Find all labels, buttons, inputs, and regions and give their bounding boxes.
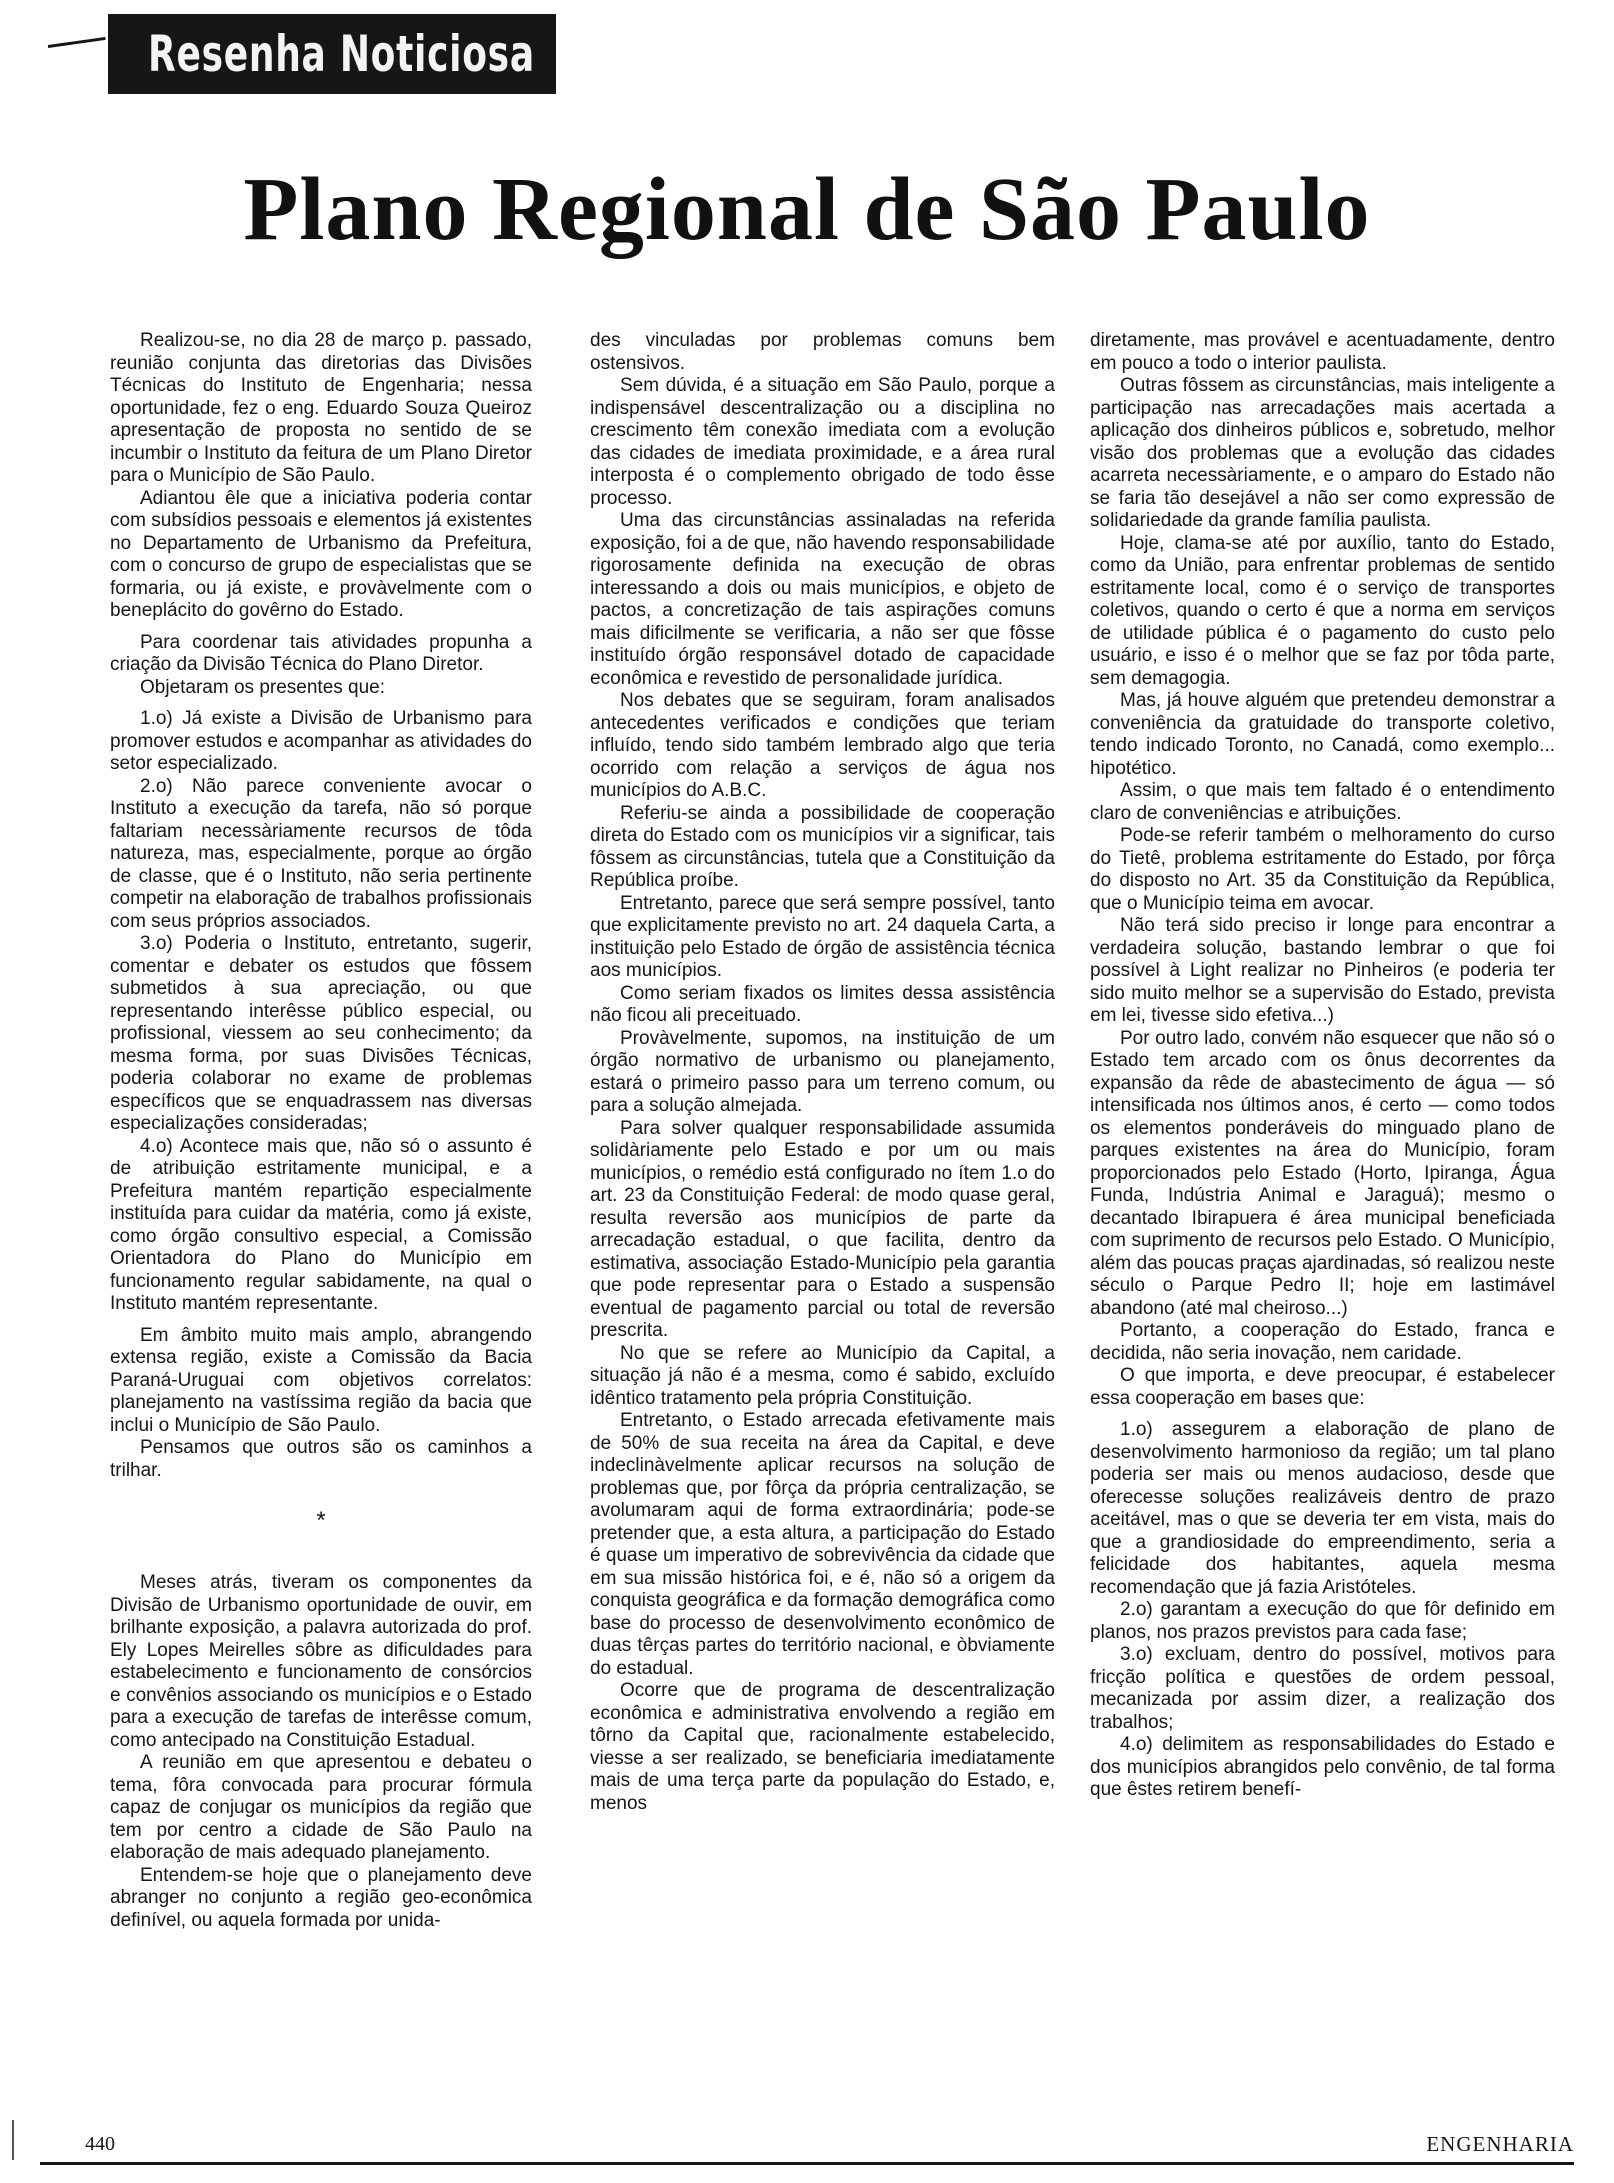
paragraph: A reunião em que apresentou e debateu o tema, fôra convocada para procurar fórmula capaz de conjugar os municípios da região que tem por centro a cidade de São Paulo na elaboração de mais adequado planejamento. <box>110 1752 532 1863</box>
paragraph: Para coordenar tais atividades propunha a criação da Divisão Técnica do Plano Diretor. <box>110 631 532 675</box>
paragraph: Sem dúvida, é a situação em São Paulo, porque a indispensável descentralização ou a disciplina no crescimento têm conexão imediata com a evolução das cidades de imediata proximidade, e a área rural interposta é o complemento obrigado de todo êsse processo. <box>590 375 1055 509</box>
paragraph: Como seriam fixados os limites dessa assistência não ficou ali preceituado. <box>590 982 1055 1026</box>
paragraph: 4.o) delimitem as responsabilidades do Estado e dos municípios abrangidos pelo convênio, de tal forma que êstes retirem benefí- <box>1090 1734 1555 1800</box>
section-label: Resenha Noticiosa <box>148 25 535 83</box>
paragraph: O que importa, e deve preocupar, é estabelecer essa cooperação em bases que: <box>1090 1365 1555 1409</box>
paragraph: Objetaram os presentes que: <box>140 676 386 698</box>
magazine-name: ENGENHARIA <box>1426 2132 1574 2156</box>
paragraph: 4.o) Acontece mais que, não só o assunto é de atribuição estritamente municipal, e a Prefeitura mantém repartição especialmente instituída para cuidar da matéria, como já existe, como órgão consultivo especial, a Comissão Orientadora do Plano do Município em funcionamento regular sabidamente, na qual o Instituto mantém representante. <box>110 1135 532 1314</box>
paragraph: Não terá sido preciso ir longe para encontrar a verdadeira solução, bastando lembrar o que foi possível à Light realizar no Pinheiros (e poderia ter sido muito melhor se a supervisão do Estado, prevista em lei, tivesse sido efetiva...) <box>1090 915 1555 1026</box>
paragraph: Hoje, clama-se até por auxílio, tanto do Estado, como da União, para enfrentar problemas de sentido estritamente local, como é o serviço de transportes coletivos, quando o certo é que a norma em serviços de utilidade pública é o pagamento do custo pelo usuário, e isso é o melhor que se faz por tôda parte, sem demagogia. <box>1090 532 1555 689</box>
paragraph: Referiu-se ainda a possibilidade de cooperação direta do Estado com os municípios vir a significar, tais fôssem as circunstâncias, tutela que a Constituição da República proíbe. <box>590 802 1055 891</box>
paragraph: Entretanto, parece que será sempre possível, tanto que explicitamente previsto no art. 24 daquela Carta, a instituição pelo Estado de órgão de assistência técnica aos municípios. <box>590 892 1055 981</box>
footer-rule <box>40 2162 1574 2165</box>
paragraph: Pode-se referir também o melhoramento do curso do Tietê, problema estritamente do Estado, por fôrça do disposto no Art. 35 da Constituição da República, que o Município teima em avocar. <box>1090 825 1555 914</box>
paragraph: No que se refere ao Município da Capital, a situação já não é a mesma, como é sabido, excluído idêntico tratamento pela própria Constituição. <box>590 1342 1055 1409</box>
header-dash <box>48 37 106 48</box>
paragraph: 3.o) excluam, dentro do possível, motivos para fricção política e questões de ordem pessoal, mecanizada por assim dizer, a realização dos trabalhos; <box>1090 1644 1555 1733</box>
paragraph: Em âmbito muito mais amplo, abrangendo extensa região, existe a Comissão da Bacia Paraná-Uruguai com objetivos correlatos: planejamento na vastíssima região da bacia que inclui o Município de São Paulo. <box>110 1324 532 1436</box>
page-number: 440 <box>85 2133 115 2155</box>
section-header <box>48 14 548 92</box>
paragraph: Entretanto, o Estado arrecada efetivamente mais de 50% de sua receita na área da Capital, e deve indeclinàvelmente aplicar recursos na solução de problemas que, por fôrça da própria centralização, se avolumaram aqui de forma extraordinária; pode-se pretender que, a esta altura, a participação do Estado é quase um imperativo de sobrevivência da cidade que em sua missão histórica foi, e é, não só a origem da conquista geográfica e da formação demográfica como base do processo de desenvolvimento econômico de duas têrças partes do território nacional, e òbviamente do estadual. <box>590 1410 1055 1679</box>
column-1 <box>110 330 532 1932</box>
paragraph: Provàvelmente, supomos, na instituição de um órgão normativo de urbanismo ou planejamento, estará o primeiro passo para um terreno comum, ou para a solução almejada. <box>590 1027 1055 1116</box>
column-3 <box>1090 330 1555 1802</box>
paragraph: 2.o) garantam a execução do que fôr definido em planos, nos prazos previstos para cada fase; <box>1090 1599 1555 1643</box>
paragraph: 2.o) Não parece conveniente avocar o Instituto a execução da tarefa, não só porque faltariam necessàriamente recursos de tôda natureza, mas, especialmente, porque ao órgão de classe, que é o Instituto, não seria pertinente competir na elaboração de trabalhos profissionais com seus próprios associados. <box>110 775 532 932</box>
paragraph: Para solver qualquer responsabilidade assumida solidàriamente pelo Estado e por um ou mais municípios, o remédio está configurado no ítem 1.o do art. 23 da Constituição Federal: de modo quase geral, resulta reversão aos municípios de parte da arrecadação estadual, o que facilita, dentro da estimativa, associação Estado-Município pela garantia que pode representar para o Estado a suspensão eventual de pagamento parcial ou total de reversão prescrita. <box>590 1117 1055 1341</box>
paragraph: Entendem-se hoje que o planejamento deve abranger no conjunto a região geo-econômica definível, ou aquela formada por unida- <box>110 1864 532 1931</box>
column-1-bottom <box>110 1572 532 1932</box>
paragraph: 1.o) Já existe a Divisão de Urbanismo para promover estudos e acompanhar as atividades do setor especializado. <box>110 708 532 774</box>
paragraph: Outras fôssem as circunstâncias, mais inteligente a participação nas arrecadações mais acertada a aplicação dos dinheiros públicos e, sobretudo, melhor visão dos problemas que a evolução das cidades acarreta necessàriamente, e o amparo do Estado não se faria tão desejável a não ser como expressão de solidariedade da grande família paulista. <box>1090 375 1555 531</box>
paragraph: Realizou-se, no dia 28 de março p. passado, reunião conjunta das diretorias das Divisões Técnicas do Instituto de Engenharia; nessa oportunidade, fez o eng. Eduardo Souza Queiroz apresentação de proposta no sentido de se incumbir o Instituto da feitura de um Plano Diretor para o Município de São Paulo. <box>110 330 532 486</box>
paragraph: Portanto, a cooperação do Estado, franca e decidida, não seria inovação, nem caridade. <box>1090 1320 1555 1364</box>
column-1-top <box>110 330 532 1482</box>
section-separator: * <box>316 1507 326 1534</box>
paragraph: Nos debates que se seguiram, foram analisados antecedentes verificados e condições que teriam influído, tendo sido também lembrado algo que teria ocorrido com relação a serviços de água nos municípios do A.B.C. <box>590 690 1055 801</box>
paragraph: 1.o) assegurem a elaboração de plano de desenvolvimento harmonioso da região; um tal plano poderia ser mais ou menos audacioso, desde que oferecesse soluções realizáveis dentro de prazo aceitável, mas o que se deveria ter em vista, mais do que a grandiosidade do empreendimento, seria a felicidade dos habitantes, aquela mesma recomendação que já fazia Aristóteles. <box>1090 1419 1555 1598</box>
paragraph: Uma das circunstâncias assinaladas na referida exposição, foi a de que, não havendo responsabilidade rigorosamente definida na execução de obras interessando a dois ou mais municípios, e objeto de pactos, a concretização de tais aspirações comuns mais dificilmente se verificaria, a não ser que fôsse instituído órgão responsável dotado de capacidade econômica e revestido de personalidade jurídica. <box>590 510 1055 689</box>
paragraph: Adiantou êle que a iniciativa poderia contar com subsídios pessoais e elementos já existentes no Departamento de Urbanismo da Prefeitura, com o concurso de grupo de especialistas que se formaria, ou já existe, e provàvelmente com o beneplácito do govêrno do Estado. <box>110 487 532 621</box>
paragraph: Por outro lado, convém não esquecer que não só o Estado tem arcado com os ônus decorrentes da expansão da rêde de abastecimento de água — só intensificada nos últimos anos, é certo — como todos os elementos ponderáveis do minguado plano de parques existentes na área do Município, foram proporcionados pelo Estado (Horto, Ipiranga, Água Funda, Indústria Animal e Jaraguá); mesmo o decantado Ibirapuera é área municipal beneficiada com suprimento de recursos pelo Estado. O Município, além das poucas praças ajardinadas, só realizou neste século o Parque Pedro II; hoje em lastimável abandono (até mal cheiroso...) <box>1090 1027 1555 1319</box>
paragraph: Assim, o que mais tem faltado é o entendimento claro de conveniências e atribuições. <box>1090 780 1555 824</box>
paragraph: Meses atrás, tiveram os componentes da Divisão de Urbanismo oportunidade de ouvir, em brilhante exposição, a palavra autorizada do prof. Ely Lopes Meirelles sôbre as dificuldades para estabelecimento e funcionamento de consórcios e convênios associando os municípios e o Estado para a execução de tarefas de interêsse comum, como antecipado na Constituição Estadual. <box>110 1572 532 1751</box>
paragraph: 3.o) Poderia o Instituto, entretanto, sugerir, comentar e debater os estudos que fôssem submetidos à sua apreciação, ou que representando interêsse público especial, ou profissional, viessem ao seu conhecimento; da mesma forma, por suas Divisões Técnicas, poderia colaborar no exame de problemas específicos que se enquadrassem nas diversas especializações consideradas; <box>110 933 532 1134</box>
paragraph: Mas, já houve alguém que pretendeu demonstrar a conveniência da gratuidade do transporte coletivo, tendo indicado Toronto, no Canadá, como exemplo... hipotético. <box>1090 690 1555 779</box>
paragraph: Ocorre que de programa de descentralização econômica e administrativa envolvendo a região em tôrno da Capital que, racionalmente estabelecido, viesse a ser realizado, se beneficiaria imediatamente mais de uma terça parte da população do Estado, e, menos <box>590 1680 1055 1814</box>
paragraph: Pensamos que outros são os caminhos a trilhar. <box>110 1437 532 1481</box>
column-2 <box>590 330 1055 1815</box>
article-title: Plano Regional de São Paulo <box>243 160 1371 259</box>
paragraph-continued: diretamente, mas provável e acentuadamente, dentro em pouco a todo o interior paulista. <box>1090 330 1555 374</box>
paragraph-continued: des vinculadas por problemas comuns bem ostensivos. <box>590 330 1055 374</box>
page-footer <box>0 2132 1614 2182</box>
